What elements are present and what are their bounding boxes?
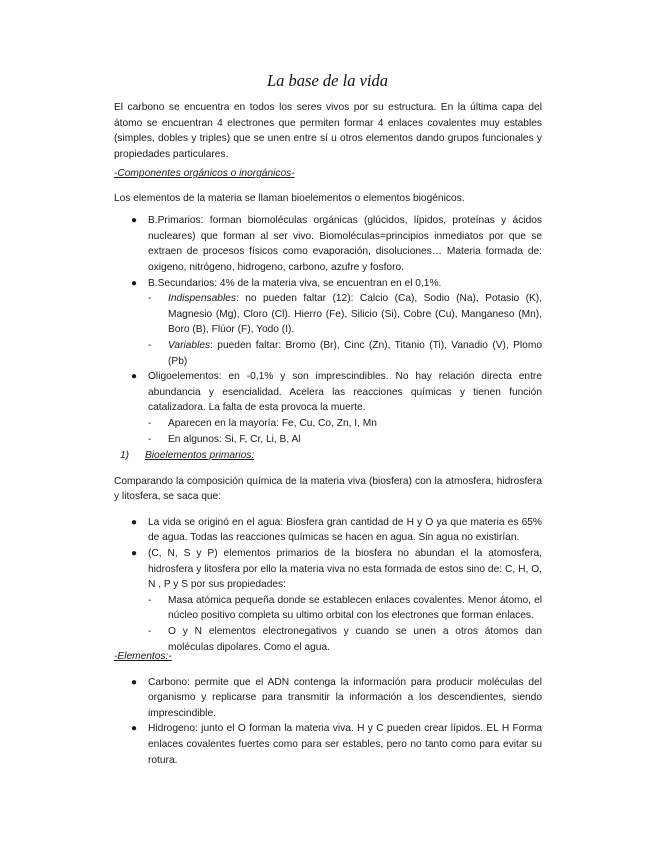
- dash-icon: -: [148, 594, 152, 606]
- sub-item-text: O y N elementos electronegativos y cuando se unen a otros átomos dan moléculas dipolares. Como el agua.: [168, 625, 542, 653]
- list-item-hidrogeno: [114, 721, 542, 768]
- section-number: 1): [120, 450, 130, 461]
- list-item-agua: [114, 515, 542, 546]
- section-heading-elementos: -Elementos:-: [114, 651, 172, 662]
- sub-item-text: Aparecen en la mayoría: Fe, Cu, Co, Zn, I, Mn: [168, 417, 377, 429]
- sub-item-label: Indispensables: [168, 293, 236, 305]
- bullet-list-componentes: [114, 213, 542, 447]
- sub-item-text: : no pueden faltar (12): Calcio (Ca), Sodio (Na), Potasio (K), Magnesio (Mg), Cloro (Cl). Hierro (Fe), Silicio (Si), Cobre (Cu), Manganeso (Mn), Boro (B), Flúor (F), Yodo (I).: [168, 293, 542, 336]
- section-elementos: [114, 649, 542, 768]
- dash-icon: -: [148, 433, 152, 445]
- dash-icon: -: [148, 293, 152, 305]
- list-item-primarios: [114, 213, 542, 275]
- section-heading-componentes: -Componentes orgánicos o inorgánicos-: [114, 168, 295, 179]
- list-item-text: B.Primarios: forman biomoléculas orgánicas (glúcidos, lípidos, proteínas y ácidos nucleares) que forman al ser vivo. Biomoléculas=principios inmediatos por que se extraen de procesos físicos como evaporación, disoluciones… Materia formada de: oxigeno, nitrógeno, hidrogeno, carbono, azufre y fosforo.: [148, 215, 542, 273]
- list-item-text: Hidrogeno: junto el O forman la materia viva. H y C pueden crear lípidos. EL H Forma enlaces covalentes fuertes como para ser estables, pero no tanto como para evitar su rotura.: [148, 723, 542, 766]
- list-item-secundarios: [114, 276, 542, 370]
- list-item-cnsp: [114, 546, 542, 655]
- list-item-carbono: [114, 675, 542, 722]
- section-lead-componentes: Los elementos de la materia se llaman bioelementos o elementos biogénicos.: [114, 192, 465, 204]
- section-heading-text: Bioelementos primarios:: [145, 450, 255, 461]
- sub-item-text: : pueden faltar: Bromo (Br), Cinc (Zn), Titanio (Ti), Vanadio (V), Plomo (Pb): [168, 339, 542, 367]
- sub-item-text: En algunos: Si, F, Cr, Li, B, Al: [168, 433, 301, 445]
- bullet-list-elementos: [114, 675, 542, 769]
- sub-item-masa-atomica: [148, 593, 542, 624]
- bullet-list-bioelementos: [114, 515, 542, 655]
- sub-item-algunos: [148, 432, 542, 448]
- document-title: La base de la vida: [267, 71, 388, 90]
- sub-list-propiedades: [148, 593, 542, 655]
- sub-list-secundarios: [148, 291, 542, 369]
- list-item-text: B.Secundarios: 4% de la materia viva, se encuentran en el 0,1%.: [148, 277, 442, 289]
- sub-item-mayoria: [148, 416, 542, 432]
- section-heading-bioelementos: [114, 448, 542, 464]
- bullet-icon: ●: [131, 277, 138, 289]
- sub-item-text: Masa atómica pequeña donde se establecen enlaces covalentes. Menor átomo, el núcleo positivo completa su ultimo orbital con los electrones que forman enlaces.: [168, 594, 542, 622]
- bullet-icon: ●: [131, 676, 138, 688]
- bullet-icon: ●: [131, 215, 138, 227]
- list-item-oligoelementos: [114, 369, 542, 447]
- dash-icon: -: [148, 625, 152, 637]
- dash-icon: -: [148, 417, 152, 429]
- section-componentes: [114, 166, 542, 447]
- bullet-icon: ●: [131, 371, 138, 383]
- intro-block: [114, 100, 542, 162]
- bullet-icon: ●: [131, 516, 138, 528]
- section-bioelementos-primarios: [114, 448, 542, 655]
- section-lead-bioelementos: Comparando la composición química de la materia viva (biosfera) con la atmosfera, hidrosfera y litosfera, se saca que:: [114, 475, 542, 503]
- bullet-icon: ●: [131, 547, 138, 559]
- list-item-text: La vida se originó en el agua: Biosfera gran cantidad de H y O ya que materia es 65% de agua. Todas las reacciones químicas se hacen en agua. Sin agua no existirían.: [148, 516, 542, 544]
- list-item-text: Oligoelementos: en -0,1% y son imprescindibles. No hay relación directa entre abundancia y esencialidad. Acelera las reacciones químicas y tienen función catalizadora. La falta de esta provoca la muerte.: [148, 371, 542, 414]
- sub-item-indispensables: [148, 291, 542, 338]
- list-item-text: (C, N, S y P) elementos primarios de la biosfera no abundan el la atomosfera, hidrosfera y litosfera por ello la materia viva no esta formada de estos sino de: C, H, O, N , P y S por sus propiedades:: [148, 547, 542, 591]
- dash-icon: -: [148, 339, 152, 351]
- sub-item-variables: [148, 338, 542, 369]
- bullet-icon: ●: [131, 723, 138, 735]
- sub-item-label: Variables: [168, 339, 211, 351]
- intro-paragraph: El carbono se encuentra en todos los seres vivos por su estructura. En la última capa del átomo se encuentran 4 electrones que permiten formar 4 enlaces covalentes muy estables (simples, dobles y triples) que se unen entre sí u otros elementos dando grupos funcionales y propiedades particulares.: [114, 102, 542, 160]
- sub-list-oligoelementos: [148, 416, 542, 447]
- list-item-text: Carbono: permite que el ADN contenga la información para producir moléculas del organismo y replicarse para transmitir la información a los descendientes, siendo imprescindible.: [148, 676, 542, 719]
